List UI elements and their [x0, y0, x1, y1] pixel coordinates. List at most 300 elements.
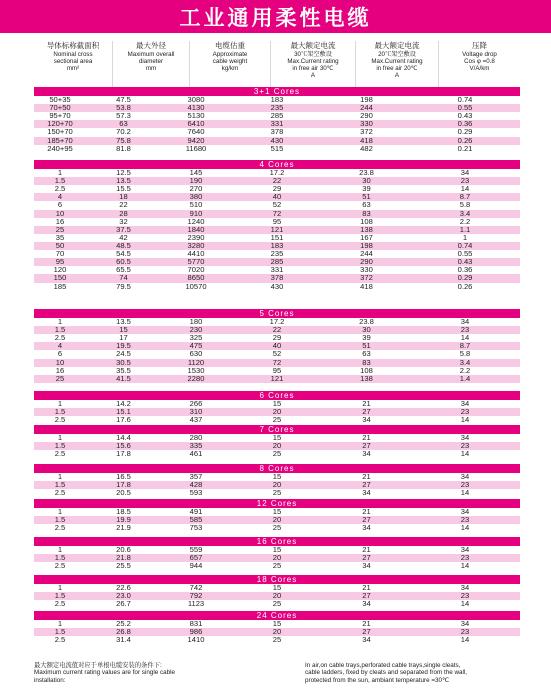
table-cell: 491: [189, 507, 203, 516]
table-cell: 35.5: [116, 365, 131, 375]
table-cell: 1.5: [54, 480, 66, 490]
table-cell: 14: [460, 488, 470, 498]
table-cell: 50+35: [49, 95, 71, 104]
table-cell: 183: [270, 95, 284, 104]
table-cell: 21: [362, 545, 371, 554]
table-cell: 20: [272, 627, 282, 637]
table-cell: 331: [270, 265, 284, 275]
table-cell: 23: [460, 591, 470, 601]
table-cell: 515: [270, 143, 284, 153]
table-cell: 15: [272, 583, 282, 592]
table-cell: 120+70: [47, 119, 73, 129]
table-cell: 18.5: [116, 507, 131, 516]
table-cell: 21: [362, 507, 371, 516]
table-cell: 1: [57, 317, 63, 326]
table-cell: 167: [360, 232, 373, 242]
table-cell: 1410: [187, 635, 205, 645]
table-cell: 23: [460, 515, 470, 525]
table-cell: 34: [362, 561, 371, 571]
table-cell: 6: [57, 349, 63, 359]
table-cell: 17.8: [116, 480, 131, 490]
table-cell: 185: [53, 281, 67, 291]
table-cell: 430: [270, 281, 284, 291]
table-cell: 51: [362, 341, 371, 351]
table-cell: 60.5: [116, 257, 131, 267]
table-row: [34, 636, 520, 644]
table-cell: 1: [57, 507, 63, 516]
header-current-30: 最大额定电流 30℃架空敷设 Max.Current rating in free air 30℃ A: [287, 41, 339, 79]
table-cell: 27: [362, 627, 371, 637]
table-cell: 37.5: [116, 224, 131, 234]
table-cell: 16.5: [116, 472, 131, 481]
table-cell: 30.5: [116, 357, 131, 367]
table-cell: 32: [119, 216, 128, 226]
table-cell: 357: [189, 472, 203, 481]
table-cell: 910: [189, 208, 203, 218]
table-cell: 17.6: [116, 415, 131, 425]
table-cell: 31.4: [116, 635, 131, 645]
table-cell: 70+50: [49, 103, 71, 113]
table-cell: 5770: [187, 257, 205, 267]
table-cell: 428: [189, 480, 203, 490]
table-cell: 1.5: [54, 515, 66, 525]
table-cell: 27: [362, 553, 371, 563]
table-cell: 1.5: [54, 591, 66, 601]
table-cell: 72: [272, 208, 282, 218]
section-header: 6 Cores: [34, 391, 520, 400]
table-cell: 5.8: [459, 349, 471, 359]
header-weight: 电缆估重 Approximate cable weight kg/km: [212, 41, 248, 72]
table-cell: 23.0: [116, 591, 131, 601]
table-cell: 14: [460, 635, 470, 645]
table-cell: 52: [272, 200, 282, 210]
table-cell: 34: [362, 523, 371, 533]
table-cell: 150+70: [47, 127, 73, 137]
section-rows: [34, 318, 520, 383]
section-rows: [34, 508, 520, 532]
table-cell: 266: [189, 399, 203, 408]
table-cell: 753: [189, 523, 203, 533]
table-cell: 35: [55, 232, 65, 242]
table-cell: 34: [460, 168, 470, 177]
table-row: [34, 600, 520, 608]
table-cell: 54.5: [116, 249, 131, 259]
table-cell: 2.5: [54, 333, 66, 343]
table-cell: 150: [53, 273, 67, 283]
table-cell: 3080: [187, 95, 205, 104]
table-cell: 585: [189, 515, 203, 525]
table-cell: 12.5: [116, 168, 131, 177]
table-row: [34, 145, 520, 153]
table-cell: 20: [272, 407, 282, 417]
table-cell: 121: [270, 224, 284, 234]
table-cell: 280: [189, 433, 203, 442]
header-diameter: 最大外径 Maximum overall diameter mm: [127, 41, 175, 72]
table-row: [34, 562, 520, 570]
table-cell: 9420: [187, 135, 205, 145]
table-cell: 22: [272, 325, 282, 335]
table-cell: 20.6: [116, 545, 131, 554]
table-cell: 0.55: [457, 103, 473, 113]
table-cell: 14.4: [116, 433, 131, 442]
table-cell: 372: [360, 127, 373, 137]
table-cell: 41.5: [116, 373, 131, 383]
table-row: [34, 524, 520, 532]
table-cell: 25.5: [116, 561, 131, 571]
table-cell: 11680: [185, 143, 207, 153]
table-cell: 1: [57, 583, 63, 592]
table-cell: 1240: [187, 216, 205, 226]
table-cell: 19.5: [116, 341, 131, 351]
table-cell: 2.2: [459, 216, 471, 226]
table-cell: 14: [460, 449, 470, 459]
header-voltage-drop: 压降 Voltage drop Cos φ =0.8 V/A/km: [462, 41, 497, 72]
table-cell: 10570: [185, 281, 207, 291]
table-cell: 40: [272, 341, 282, 351]
table-cell: 17.8: [116, 449, 131, 459]
section-rows: [34, 584, 520, 608]
table-cell: 482: [360, 143, 373, 153]
table-cell: 285: [270, 111, 284, 121]
table-cell: 52: [272, 349, 282, 359]
table-cell: 475: [189, 341, 203, 351]
table-cell: 290: [360, 257, 373, 267]
table-cell: 29: [272, 333, 282, 343]
table-cell: 25: [272, 523, 282, 533]
table-cell: 30: [362, 325, 371, 335]
table-cell: 25: [272, 599, 282, 609]
table-cell: 1: [57, 545, 63, 554]
table-cell: 25: [55, 373, 65, 383]
table-cell: 17.2: [269, 317, 285, 326]
table-cell: 15.6: [116, 441, 131, 451]
header-cross-section: 导体标称截面积 Nominal cross sectional area mm²: [46, 41, 100, 72]
table-cell: 378: [270, 273, 284, 283]
table-cell: 1.5: [54, 325, 66, 335]
table-cell: 1.5: [54, 176, 66, 186]
table-cell: 7020: [187, 265, 205, 275]
section-rows: [34, 473, 520, 497]
table-cell: 20: [272, 591, 282, 601]
table-cell: 15: [119, 325, 128, 335]
table-cell: 461: [189, 449, 203, 459]
table-row: [34, 450, 520, 458]
table-cell: 15: [272, 619, 282, 628]
table-cell: 0.26: [457, 281, 473, 291]
table-cell: 290: [360, 111, 373, 121]
table-cell: 1.4: [459, 373, 471, 383]
table-cell: 1.5: [54, 553, 66, 563]
table-cell: 95: [55, 257, 65, 267]
table-cell: 25: [272, 561, 282, 571]
table-cell: 83: [362, 208, 371, 218]
table-cell: 0.21: [457, 143, 473, 153]
table-cell: 2.5: [54, 523, 66, 533]
table-cell: 21.8: [116, 553, 131, 563]
table-cell: 657: [189, 553, 203, 563]
table-cell: 20.5: [116, 488, 131, 498]
table-cell: 0.36: [457, 265, 473, 275]
table-cell: 30: [362, 176, 371, 186]
table-cell: 6410: [187, 119, 205, 129]
table-cell: 5130: [187, 111, 205, 121]
table-cell: 18: [119, 192, 128, 202]
table-cell: 792: [189, 591, 203, 601]
table-cell: 57.3: [116, 111, 131, 121]
table-cell: 15: [272, 472, 282, 481]
table-cell: 183: [270, 240, 284, 250]
table-cell: 2.5: [54, 415, 66, 425]
table-cell: 39: [362, 333, 371, 343]
table-cell: 15: [272, 433, 282, 442]
table-cell: 23.8: [359, 168, 374, 177]
section-header: 24 Cores: [34, 611, 520, 620]
table-cell: 75.8: [116, 135, 131, 145]
table-cell: 21: [362, 619, 371, 628]
table-cell: 27: [362, 407, 371, 417]
table-cell: 510: [189, 200, 203, 210]
table-cell: 34: [460, 399, 470, 408]
table-cell: 48.5: [116, 240, 131, 250]
table-cell: 50: [55, 240, 65, 250]
table-cell: 1.1: [459, 224, 471, 234]
table-cell: 1: [57, 168, 63, 177]
table-cell: 108: [360, 216, 373, 226]
table-cell: 95+70: [49, 111, 71, 121]
table-cell: 0.55: [457, 249, 473, 259]
table-cell: 831: [189, 619, 203, 628]
table-cell: 10: [55, 208, 65, 218]
table-cell: 27: [362, 591, 371, 601]
table-cell: 2390: [187, 232, 205, 242]
table-cell: 25: [272, 635, 282, 645]
table-cell: 185+70: [47, 135, 73, 145]
table-cell: 372: [360, 273, 373, 283]
table-cell: 8.7: [459, 192, 471, 202]
table-cell: 27: [362, 441, 371, 451]
table-cell: 70.2: [116, 127, 131, 137]
table-cell: 0.26: [457, 135, 473, 145]
table-cell: 22: [272, 176, 282, 186]
table-cell: 63: [362, 200, 371, 210]
table-cell: 21.9: [116, 523, 131, 533]
table-cell: 559: [189, 545, 203, 554]
table-cell: 28: [119, 208, 128, 218]
table-cell: 34: [460, 433, 470, 442]
table-cell: 4130: [187, 103, 205, 113]
table-cell: 138: [360, 224, 373, 234]
table-cell: 120: [53, 265, 67, 275]
table-cell: 235: [270, 103, 284, 113]
table-cell: 2.5: [54, 184, 66, 194]
table-cell: 21: [362, 433, 371, 442]
table-cell: 17: [119, 333, 128, 343]
table-cell: 4: [57, 192, 63, 202]
table-cell: 34: [362, 449, 371, 459]
table-cell: 0.29: [457, 127, 473, 137]
section-header: 16 Cores: [34, 537, 520, 546]
table-cell: 53.8: [116, 103, 131, 113]
table-cell: 14: [460, 415, 470, 425]
table-cell: 430: [270, 135, 284, 145]
table-cell: 5.8: [459, 200, 471, 210]
table-cell: 20: [272, 515, 282, 525]
table-cell: 270: [189, 184, 203, 194]
table-cell: 14: [460, 599, 470, 609]
table-cell: 65.5: [116, 265, 131, 275]
table-cell: 15: [272, 507, 282, 516]
table-cell: 15: [272, 399, 282, 408]
table-cell: 7640: [187, 127, 205, 137]
section-header: 18 Cores: [34, 575, 520, 584]
table-cell: 1120: [187, 357, 205, 367]
table-cell: 325: [189, 333, 203, 343]
table-cell: 23: [460, 553, 470, 563]
table-cell: 27: [362, 515, 371, 525]
section-rows: [34, 400, 520, 424]
table-cell: 14: [460, 523, 470, 533]
table-row: [34, 375, 520, 383]
table-cell: 0.43: [457, 257, 473, 267]
table-cell: 380: [189, 192, 203, 202]
table-cell: 34: [362, 599, 371, 609]
table-cell: 34: [460, 507, 470, 516]
table-cell: 330: [360, 265, 373, 275]
table-cell: 8650: [187, 273, 205, 283]
table-cell: 63: [119, 119, 128, 129]
table-cell: 180: [189, 317, 203, 326]
table-header: [34, 41, 520, 85]
table-cell: 1.5: [54, 407, 66, 417]
table-cell: 986: [189, 627, 203, 637]
table-cell: 138: [360, 373, 373, 383]
page-title: 工业通用柔性电缆: [179, 5, 372, 30]
table-cell: 34: [362, 488, 371, 498]
table-cell: 1: [57, 472, 63, 481]
table-cell: 29: [272, 184, 282, 194]
table-cell: 944: [189, 561, 203, 571]
table-cell: 437: [189, 415, 203, 425]
table-cell: 21: [362, 399, 371, 408]
table-cell: 20: [272, 441, 282, 451]
section-rows: [34, 434, 520, 458]
section-header: 7 Cores: [34, 425, 520, 434]
table-cell: 22: [119, 200, 128, 210]
table-cell: 15: [272, 545, 282, 554]
table-cell: 244: [360, 249, 373, 259]
table-cell: 3.4: [459, 208, 471, 218]
section-rows: [34, 169, 520, 291]
table-cell: 21: [362, 583, 371, 592]
table-cell: 198: [360, 240, 373, 250]
table-cell: 51: [362, 192, 371, 202]
table-cell: 47.5: [116, 95, 131, 104]
table-cell: 40: [272, 192, 282, 202]
section-header: 3+1 Cores: [34, 87, 520, 96]
table-cell: 151: [270, 232, 284, 242]
table-cell: 22.6: [116, 583, 131, 592]
section-header: 8 Cores: [34, 464, 520, 473]
table-cell: 39: [362, 184, 371, 194]
table-cell: 0.74: [457, 95, 473, 104]
section-rows: [34, 620, 520, 644]
table-cell: 2.5: [54, 449, 66, 459]
table-cell: 1.5: [54, 627, 66, 637]
table-cell: 70: [55, 249, 65, 259]
footnote-left: 最大额定电流值对应于单根电缆安装的条件下: Maximum current rating values are for single cable installation:: [34, 662, 176, 684]
table-row: [34, 489, 520, 497]
table-cell: 10: [55, 357, 65, 367]
table-cell: 0.29: [457, 273, 473, 283]
header-current-20: 最大额定电流 20℃架空敷设 Max.Current rating in free air 20℃ A: [371, 41, 423, 79]
table-cell: 198: [360, 95, 373, 104]
table-cell: 4: [57, 341, 63, 351]
table-cell: 74: [119, 273, 128, 283]
table-cell: 26.8: [116, 627, 131, 637]
table-cell: 1: [57, 433, 63, 442]
table-cell: 14: [460, 184, 470, 194]
table-cell: 19.9: [116, 515, 131, 525]
table-cell: 23: [460, 441, 470, 451]
table-cell: 25.2: [116, 619, 131, 628]
table-cell: 34: [460, 583, 470, 592]
table-cell: 24.5: [116, 349, 131, 359]
table-cell: 3.4: [459, 357, 471, 367]
table-cell: 6: [57, 200, 63, 210]
table-cell: 34: [460, 472, 470, 481]
table-cell: 25: [272, 488, 282, 498]
table-cell: 21: [362, 472, 371, 481]
section-header: 4 Cores: [34, 160, 520, 169]
table-cell: 83: [362, 357, 371, 367]
table-cell: 16: [55, 365, 65, 375]
table-cell: 23: [460, 407, 470, 417]
table-cell: 15.1: [116, 407, 131, 417]
table-cell: 1: [57, 619, 63, 628]
table-cell: 145: [189, 168, 203, 177]
table-cell: 4410: [187, 249, 205, 259]
table-cell: 121: [270, 373, 284, 383]
table-cell: 2.2: [459, 365, 471, 375]
table-cell: 378: [270, 127, 284, 137]
table-cell: 1: [57, 399, 63, 408]
table-cell: 418: [360, 281, 373, 291]
table-cell: 3280: [187, 240, 205, 250]
section-header: 12 Cores: [34, 499, 520, 508]
table-cell: 34: [460, 619, 470, 628]
table-cell: 23: [460, 627, 470, 637]
table-cell: 34: [460, 545, 470, 554]
table-cell: 108: [360, 365, 373, 375]
table-row: [34, 416, 520, 424]
table-cell: 742: [189, 583, 203, 592]
table-cell: 0.36: [457, 119, 473, 129]
section-header: 5 Cores: [34, 309, 520, 318]
table-cell: 190: [189, 176, 203, 186]
table-cell: 331: [270, 119, 284, 129]
table-cell: 81.8: [116, 143, 131, 153]
table-cell: 25: [272, 415, 282, 425]
table-cell: 14: [460, 561, 470, 571]
table-cell: 20: [272, 553, 282, 563]
table-cell: 330: [360, 119, 373, 129]
table-cell: 2.5: [54, 488, 66, 498]
table-cell: 95: [272, 365, 282, 375]
table-cell: 13.5: [116, 317, 131, 326]
table-cell: 23.8: [359, 317, 374, 326]
table-cell: 15.5: [116, 184, 131, 194]
section-rows: [34, 96, 520, 153]
